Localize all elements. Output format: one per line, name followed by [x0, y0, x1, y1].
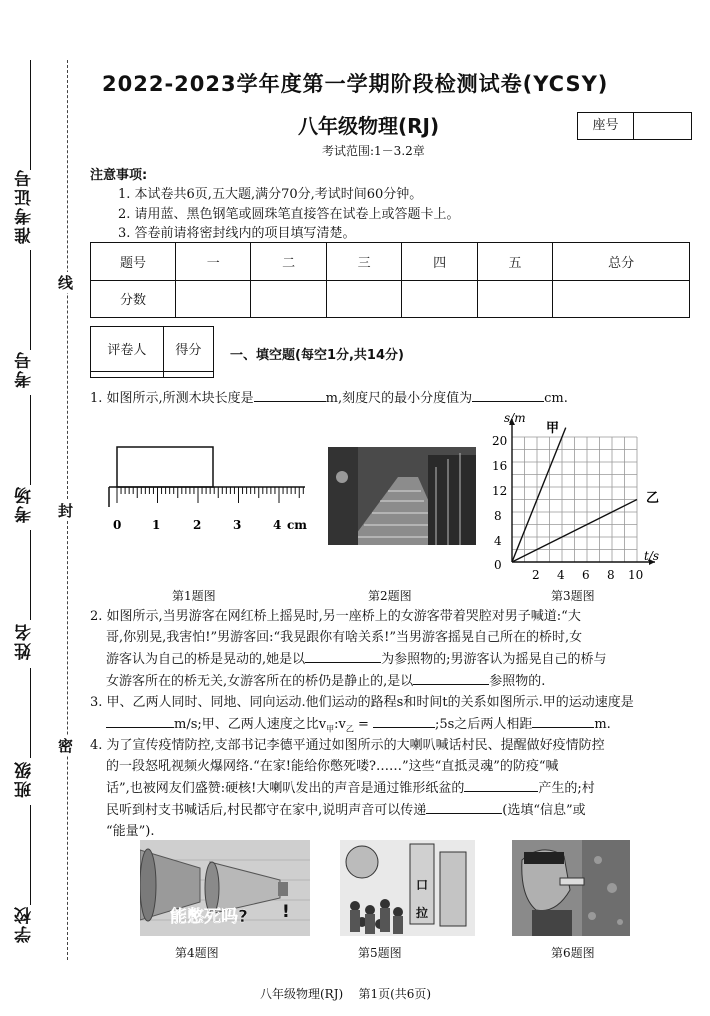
binding-line [30, 668, 31, 758]
graph-ytick: 16 [492, 459, 508, 473]
q2-text: 女游客所在的桥无关,女游客所在的桥仍是静止的,是以 [106, 674, 414, 689]
answer-blank[interactable] [305, 648, 381, 663]
figure-2-photo [328, 447, 476, 545]
note-item: 1. 本试卷共6页,五大题,满分70分,考试时间60分钟。 [118, 187, 423, 202]
score-header-cell: 五 [477, 243, 552, 281]
score-cell[interactable] [402, 280, 477, 318]
score-header-cell: 一 [176, 243, 251, 281]
q3-subscript: 乙 [345, 724, 354, 734]
note-item: 3. 答卷前请将密封线内的项目填写清楚。 [118, 226, 356, 241]
score-cell[interactable] [477, 280, 552, 318]
graph-xtick: 4 [557, 568, 565, 582]
q3-subscript: 甲 [326, 724, 335, 734]
graph-grid [512, 437, 637, 562]
answer-blank[interactable] [464, 777, 538, 792]
binding-field-exam-id: 准考证号 [15, 168, 35, 244]
answer-blank[interactable] [254, 387, 326, 402]
score-cell[interactable] [553, 280, 690, 318]
grader-score-label: 得分 [163, 327, 213, 372]
graph-ylabel: s/m [504, 411, 526, 425]
grader-reviewer-label: 评卷人 [91, 327, 164, 372]
exam-subject: 八年级物理(RJ) [298, 114, 440, 138]
series-line-a [512, 428, 566, 562]
figure-4-photo [140, 840, 310, 936]
q1-text: m,刻度尺的最小分度值为 [325, 391, 473, 406]
binding-line [30, 805, 31, 905]
q2-line: 2. 如图所示,当男游客在网红桥上摇晃时,另一座桥上的女游客带着哭腔对男子喊道:“大 [90, 609, 581, 624]
caption-fig3: 第3题图 [551, 589, 595, 603]
binding-field-class: 班级 [15, 760, 35, 798]
q4-line: 的一段怒吼视频火爆网络.“在家!能给你憋死喽?……”这些“直抵灵魂”的防疫“喊 [106, 759, 559, 774]
page-footer: 八年级物理(RJ) 第1页(共6页) [260, 987, 432, 1001]
figure-1-ruler [105, 445, 315, 545]
ruler-tick-label: 3 [233, 518, 242, 532]
ruler-tick-label: 2 [193, 518, 202, 532]
grader-reviewer-cell[interactable] [91, 371, 164, 377]
exam-scope: 考试范围:1－3.2章 [322, 144, 425, 158]
binding-field-school: 学校 [15, 905, 35, 943]
binding-line [30, 60, 31, 170]
answer-blank[interactable] [373, 713, 435, 728]
q2-text: 游客认为自己的桥是晃动的,她是以 [106, 652, 306, 667]
score-header-cell: 总分 [553, 243, 690, 281]
figure-5-sign: 口 [416, 878, 429, 892]
answer-blank[interactable] [426, 799, 502, 814]
binding-line [30, 395, 31, 485]
bridge-illustration [328, 447, 476, 545]
binding-line [30, 250, 31, 350]
q1-text: cm. [544, 391, 568, 406]
caption-fig2: 第2题图 [368, 589, 412, 603]
binding-field-room: 考场 [15, 485, 35, 523]
q4-line: “能量”). [106, 824, 155, 839]
q4-line: 4. 为了宣传疫情防控,支部书记李德平通过如图所示的大喇叭喊话村民、提醒做好疫情防控 [90, 738, 605, 753]
cartoon-illustration [340, 840, 475, 936]
ruler-unit: cm [287, 518, 308, 532]
binding-field-exam-no: 考号 [15, 350, 35, 388]
graph-ytick: 8 [494, 509, 502, 523]
graph-axes [509, 419, 655, 565]
answer-blank[interactable] [532, 713, 594, 728]
seat-number-field[interactable] [634, 113, 691, 139]
caption-fig6: 第6题图 [551, 946, 595, 960]
question-3 [90, 692, 694, 740]
score-header-cell: 题号 [91, 243, 176, 281]
question-4 [90, 735, 694, 842]
graph-ytick: 12 [492, 484, 508, 498]
q3-text: m. [594, 717, 611, 732]
seal-word-seal: 封 [58, 502, 74, 520]
q3-text: :v [334, 717, 346, 732]
grader-table [90, 326, 214, 378]
seat-label: 座号 [578, 113, 634, 139]
figure-4-text: 能憋死吗? [170, 907, 248, 927]
score-cell[interactable] [251, 280, 326, 318]
seat-number-box[interactable] [577, 112, 692, 140]
score-cell[interactable] [326, 280, 401, 318]
caption-fig5: 第5题图 [358, 946, 402, 960]
score-row-label: 分数 [91, 280, 176, 318]
score-table [90, 242, 690, 318]
score-cell[interactable] [176, 280, 251, 318]
exam-title: 2022-2023学年度第一学期阶段检测试卷(YCSY) [102, 72, 609, 96]
figure-3-st-graph [490, 410, 670, 582]
binding-line [30, 530, 31, 620]
section-heading: 一、填空题(每空1分,共14分) [230, 348, 404, 363]
ruler-tick-label: 4 [273, 518, 282, 532]
answer-blank[interactable] [413, 670, 489, 685]
figure-6-photo [512, 840, 630, 936]
graph-xtick: 2 [532, 568, 540, 582]
q3-line: 3. 甲、乙两人同时、同地、同向运动.他们运动的路程s和时间t的关系如图所示.甲的运动速度是 [90, 695, 634, 710]
q4-text: (选填“信息”或 [502, 803, 586, 818]
binding-field-name: 姓名 [15, 622, 35, 660]
score-header-cell: 三 [326, 243, 401, 281]
figure-5-sign: 拉 [416, 906, 429, 920]
graph-xlabel: t/s [644, 549, 660, 563]
graph-ytick: 20 [492, 434, 508, 448]
figure-4-mark: ! [282, 902, 290, 922]
ruler-tick-label: 0 [113, 518, 122, 532]
score-header-cell: 二 [251, 243, 326, 281]
q3-text: = [353, 717, 374, 732]
answer-blank[interactable] [472, 387, 544, 402]
q3-text: ;5s之后两人相距 [435, 717, 533, 732]
caption-fig1: 第1题图 [172, 589, 216, 603]
q4-text: 产生的;村 [538, 781, 595, 796]
q3-text: m/s;甲、乙两人速度之比v [174, 717, 327, 732]
question-2 [90, 606, 694, 692]
note-item: 2. 请用蓝、黑色钢笔或圆珠笔直接答在试卷上或答题卡上。 [118, 207, 460, 222]
notes-heading: 注意事项: [90, 168, 148, 183]
answer-blank[interactable] [106, 713, 174, 728]
ruler-tick-label: 1 [152, 518, 161, 532]
q1-text: 1. 如图所示,所测木块长度是 [90, 391, 254, 406]
caption-fig4: 第4题图 [175, 946, 219, 960]
q2-text: 为参照物的;男游客认为摇晃自己的桥与 [381, 652, 607, 667]
graph-ytick: 0 [494, 558, 502, 572]
ruler-ticks [117, 487, 303, 503]
q4-text: 话”,也被网友们盛赞:硬核!大喇叭发出的声音是通过锥形纸盆的 [106, 781, 465, 796]
q2-text: 参照物的. [489, 674, 546, 689]
series-label-b: 乙 [646, 491, 660, 506]
graph-xtick: 10 [628, 568, 644, 582]
person-illustration [512, 840, 630, 936]
figure-5-cartoon [340, 840, 475, 936]
q4-text: 民听到村支书喊话后,村民都守在家中,说明声音可以传递 [106, 803, 427, 818]
graph-xtick: 8 [607, 568, 615, 582]
series-label-a: 甲 [546, 421, 560, 436]
seal-word-secret: 密 [58, 737, 74, 755]
question-1 [90, 387, 694, 409]
graph-xtick: 6 [582, 568, 590, 582]
seal-word-line: 线 [58, 274, 74, 292]
grader-score-cell[interactable] [163, 371, 213, 377]
q2-line: 哥,你别晃,我害怕!”男游客回:“我晃跟你有啥关系!”当男游客摇晃自己所在的桥时,女 [106, 630, 583, 645]
graph-ytick: 4 [494, 534, 502, 548]
score-header-cell: 四 [402, 243, 477, 281]
wood-block [117, 447, 213, 487]
